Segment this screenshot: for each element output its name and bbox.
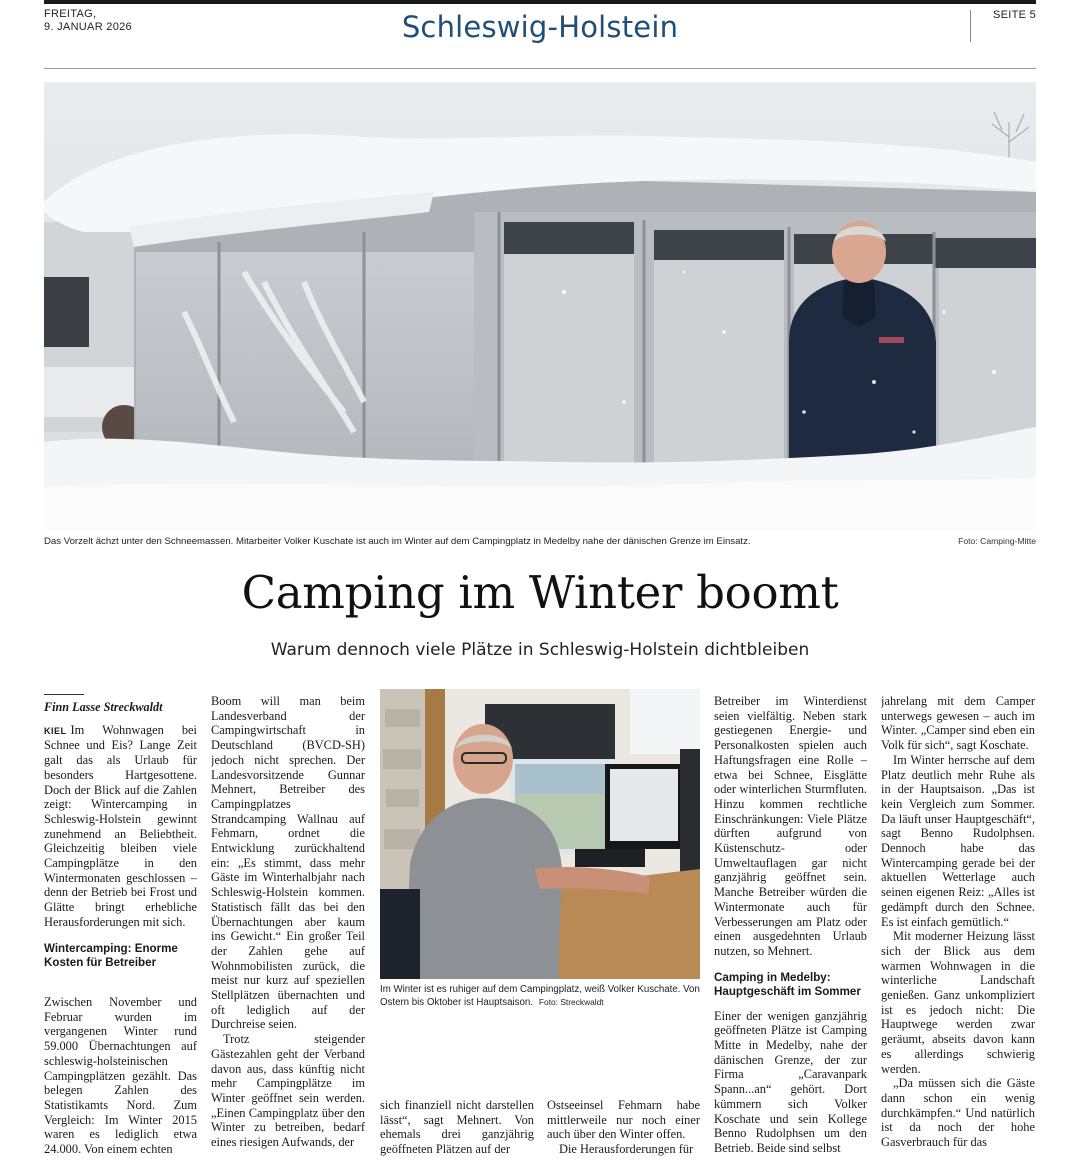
dateline: KIEL	[44, 725, 67, 736]
page-number: SEITE 5	[992, 9, 1036, 21]
section-title: Schleswig-Holstein	[401, 10, 679, 44]
column-1	[44, 694, 197, 980]
author-rule	[44, 694, 84, 695]
column-6	[881, 694, 1035, 1162]
paragraph: Im Winter herrsche auf dem Platz deutlich mehr Ruhe als in der Hauptsaison. „Das ist kein Vergleich zum Sommer. Da läuft unser Hauptgeschäft“, sagt Benno Rudolphsen. Dennoch habe das Wintercamping gerade bei der aktuellen Wetterlage auch seinen eigenen Reiz: „Alles ist gedämpft durch den Schnee. Es ist einfach gemütlich.“	[881, 752, 1035, 929]
snow-camping-illustration	[44, 82, 1036, 530]
masthead-divider	[970, 10, 971, 42]
column-4	[547, 1098, 700, 1160]
inner-photo-caption-text: Im Winter ist es ruhiger auf dem Campingplatz, weiß Volker Kuschate. Von Ostern bis Oktober ist Hauptsaison.	[380, 984, 700, 1008]
inner-photo-credit: Foto: Streckwaldt	[538, 997, 604, 1007]
column-3	[380, 1098, 534, 1160]
paragraph: Boom will man beim Landesverband der Campingwirtschaft in Deutschland (BVCD-SH) jedoch nicht sprechen. Der Landesvorsitzende Gunnar Mehnert, Betreiber des Campingplatzes Strandcamping Wallnau auf Fehmarn, ordnet die Entwicklung zurückhaltend ein: „Es stimmt, dass mehr Gäste im Winterhalbjahr nach Schleswig-Holstein kommen. Statistisch fällt das bei den Übernachtungen aber kaum ins Gewicht.“ Ein großer Teil der Zahlen gehe auf Wohnmobilisten zurück, die meist nur kurz auf speziellen Stellplätzen übernachten und oft lediglich auf der Durchreise seien.	[211, 694, 365, 1032]
paragraph: Mit moderner Heizung lässt sich der Blick aus dem warmen Wohnwagen in die winterliche Landschaft genießen. Ganz unkompliziert ist es jedoch nicht: Die Hauptwege werden zwar geräumt, abseits davon kann es allerdings schwierig werden.	[881, 929, 1035, 1076]
main-photo	[44, 82, 1036, 530]
main-photo-caption: Das Vorzelt ächzt unter den Schneemassen. Mitarbeiter Volker Kuschate ist auch im Winter auf dem Campingplatz in Medelby nahe der dänischen Grenze im Einsatz.	[44, 536, 751, 547]
paragraph: Einer der wenigen ganzjährig geöffneten Plätze ist Camping Mitte in Medelby, nahe der dänischen Grenze, der zur Firma „Caravanpark Spann...an“ gehört. Dort kümmern sich Volker Koschate und sein Kollege Benno Rudolphsen um den Betrieb. Beide sind selbst	[714, 1008, 867, 1155]
inner-photo	[380, 689, 700, 979]
inner-photo-caption	[380, 983, 700, 1009]
paragraph: jahrelang mit dem Camper unterwegs gewesen – auch im Winter. „Camper sind eben ein Volk für sich“, sagt Koschate.	[881, 694, 1035, 753]
paragraph-2-part-1	[44, 995, 197, 1163]
paragraph: Betreiber im Winterdienst seien vielfältig. Neben stark gestiegenen Energie- und Personalkosten spielen auch Haftungsfragen eine Rolle – etwa bei Schnee, Eisglätte oder winterlichen Sturmfluten. Hinzu kommen rechtliche Einschränkungen: Viele Plätze dürften aufgrund von Küstenschutz- oder Umweltauflagen gar nicht ganzjährig geöffnet sein. Manche Betreiber würden die Wintermonate auch für Verbesserungen am Platz oder einen ausgedehnten Urlaub nutzen, so Mehnert.	[714, 694, 867, 958]
subhead-medelby: Camping in Medelby: Hauptgeschäft im Sommer	[714, 970, 861, 998]
column-2	[211, 694, 365, 1159]
article-headline: Camping im Winter boomt	[241, 566, 839, 619]
author-name: Finn Lasse Streckwaldt	[44, 700, 163, 714]
column-5	[714, 694, 867, 1162]
paragraph: Zwischen November und Februar wurden im vergangenen Winter rund 59.000 Übernachtungen auf schleswig-holsteinischen Campingplätzen gezählt. Das belegen Zahlen des Statistikamts Nord. Zum Vergleich: Im Winter 2015 waren es lediglich etwa 24.000. Von einem echten	[44, 995, 197, 1157]
office-illustration	[380, 689, 700, 979]
paragraph: Trotz steigender Gästezahlen geht der Verband davon aus, dass künftig nicht mehr Campingplätze im Winter geöffnet sein werden. „Einen Campingplatz über den Winter zu betreiben, bedarf eines riesigen Aufwands, der	[211, 1032, 365, 1150]
subhead-wintercamping: Wintercamping: Enorme Kosten für Betreiber	[44, 941, 178, 969]
issue-weekday: FREITAG,	[44, 8, 97, 20]
main-photo-credit: Foto: Camping-Mitte	[958, 536, 1036, 546]
paragraph: Ostseeinsel Fehmarn habe mittlerweile nur noch einer auch über den Winter offen.	[547, 1098, 700, 1142]
article-subheadline: Warum dennoch viele Plätze in Schleswig-Holstein dichtbleiben	[270, 640, 810, 660]
masthead-bottom-rule	[44, 68, 1036, 69]
paragraph: sich finanziell nicht darstellen lässt“, sagt Mehnert. Von ehemals drei ganzjährig geöffneten Plätzen auf der	[380, 1098, 534, 1157]
paragraph-lead	[44, 723, 197, 930]
issue-day: 9. JANUAR 2026	[44, 21, 132, 33]
masthead-top-rule	[44, 0, 1036, 4]
paragraph: „Da müssen sich die Gäste dann schon ein wenig durchkämpfen.“ Und natürlich ist da noch der hohe Gasverbrauch für das	[881, 1076, 1035, 1150]
paragraph: Die Herausforderungen für	[559, 1142, 694, 1157]
lead-text: Im Wohnwagen bei Schnee und Eis? Lange Zeit galt das als Urlaub für besonders Hartgesottene. Doch der Blick auf die Zahlen zeigt: Wintercamping in Schleswig-Holstein gewinnt zunehmend an Beliebtheit. Gleichzeitig bleiben viele Campingplätze in den Wintermonaten geschlossen – denn der Betrieb bei Frost und Glätte bringt erhebliche Herausforderungen mit sich.	[44, 722, 197, 929]
